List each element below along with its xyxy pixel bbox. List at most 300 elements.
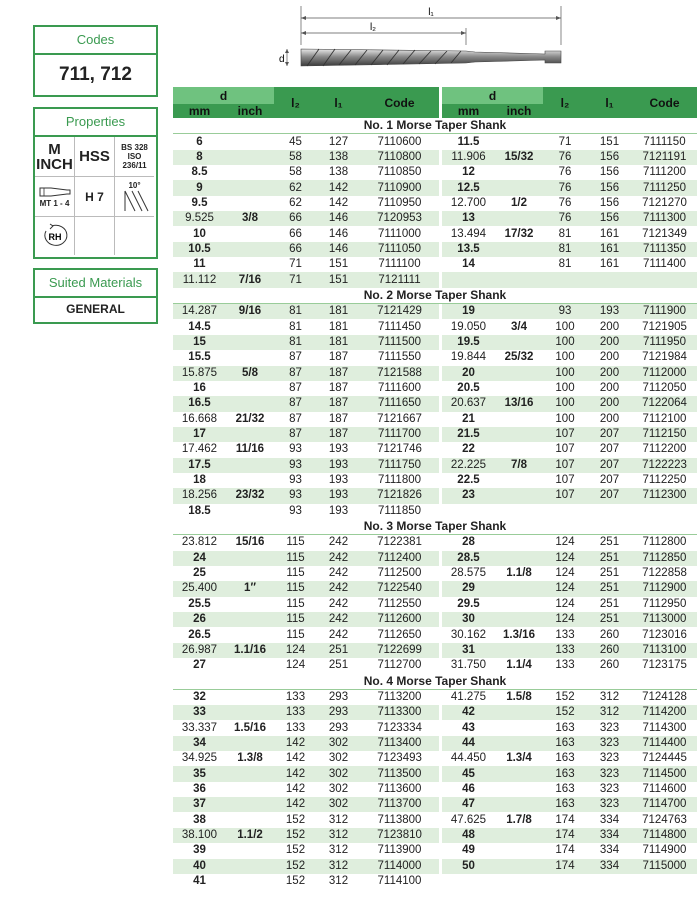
diameter-inch [495,257,543,272]
length-l2: 71 [543,134,587,150]
length-l1: 142 [317,196,360,211]
product-code: 7123493 [360,751,439,766]
diameter-inch: 1/2 [495,196,543,211]
diameter-inch: 3/8 [226,211,274,226]
length-l2: 100 [543,381,587,396]
length-l1 [587,504,632,519]
code-header: Code [360,87,439,118]
diameter-inch [226,165,274,180]
code-header: Code [632,87,697,118]
length-l1: 334 [587,843,632,858]
suited-materials-box [33,268,158,324]
diameter-inch [226,627,274,642]
length-l2: 115 [274,597,317,612]
length-l2: 142 [274,751,317,766]
product-code: 7113900 [360,843,439,858]
product-code: 7123810 [360,828,439,843]
l1-label: l₁ [428,7,434,18]
length-l2: 124 [543,566,587,581]
material-cell [75,137,115,177]
diameter-inch [495,335,543,350]
length-l1: 312 [317,874,360,889]
length-l2: 152 [274,874,317,889]
diameter-inch [495,874,543,889]
diameter-mm: 29.5 [442,597,495,612]
taper-shank-icon [39,185,71,199]
length-l1: 312 [587,705,632,720]
inch-header: inch [495,104,543,118]
length-l2: 133 [274,720,317,735]
diameter-mm: 19 [442,304,495,320]
length-l2: 100 [543,319,587,334]
length-l1: 156 [587,180,632,195]
length-l2: 58 [274,165,317,180]
length-l2: 81 [543,257,587,272]
table-row [173,643,697,658]
diameter-mm: 25 [173,566,226,581]
diameter-mm: 21.5 [442,427,495,442]
length-l1: 156 [587,196,632,211]
table-row [173,165,697,180]
length-l1: 242 [317,581,360,596]
diameter-inch [495,843,543,858]
product-code: 7113400 [360,736,439,751]
length-l2: 107 [543,458,587,473]
length-l2: 76 [543,150,587,165]
diameter-inch [495,211,543,226]
diameter-inch [226,597,274,612]
table-row [173,658,697,673]
diameter-mm [442,504,495,519]
diameter-inch: 1.3/16 [495,627,543,642]
length-l2: 163 [543,720,587,735]
length-l2: 115 [274,551,317,566]
length-l2: 87 [274,427,317,442]
length-l1: 312 [317,812,360,827]
diameter-inch [495,581,543,596]
diameter-inch [226,226,274,241]
length-l2: 163 [543,782,587,797]
helix-cell [115,177,154,217]
length-l2: 93 [543,304,587,320]
length-l1: 251 [587,581,632,596]
product-code: 7111450 [360,319,439,334]
length-l2: 142 [274,736,317,751]
diameter-mm: 9.5 [173,196,226,211]
length-l2: 81 [543,226,587,241]
diameter-mm: 9 [173,180,226,195]
length-l2: 152 [274,843,317,858]
length-l1: 187 [317,427,360,442]
length-l1: 242 [317,566,360,581]
length-l2: 81 [543,242,587,257]
diameter-mm: 8.5 [173,165,226,180]
length-l2 [543,504,587,519]
diameter-mm: 18.5 [173,504,226,519]
diameter-inch [495,304,543,320]
diameter-inch [495,797,543,812]
length-l2: 93 [274,488,317,503]
product-code: 7113800 [360,812,439,827]
length-l2: 107 [543,427,587,442]
diameter-inch [226,566,274,581]
table-row [173,535,697,551]
diameter-mm: 28.5 [442,551,495,566]
diameter-inch [495,766,543,781]
section-title: No. 4 Morse Taper Shank [173,673,697,689]
length-l2: 152 [274,859,317,874]
diameter-inch [226,658,274,673]
product-code: 7114700 [632,797,697,812]
diameter-mm: 22.5 [442,473,495,488]
length-l1: 146 [317,211,360,226]
l2-label: l₂ [369,22,377,33]
standard-cell [115,137,154,177]
length-l1: 242 [317,551,360,566]
length-l2: 115 [274,581,317,596]
product-code: 7113100 [632,643,697,658]
diameter-inch [495,272,543,287]
length-l1: 334 [587,812,632,827]
length-l1: 193 [317,442,360,457]
diameter-inch [495,705,543,720]
product-code: 7110900 [360,180,439,195]
diameter-mm: 17.462 [173,442,226,457]
length-l2: 124 [543,551,587,566]
diameter-inch [226,612,274,627]
diameter-mm: 42 [442,705,495,720]
length-l1: 156 [587,211,632,226]
diameter-mm: 23.812 [173,535,226,551]
product-code: 7122064 [632,396,697,411]
table-row [173,180,697,195]
length-l1: 200 [587,396,632,411]
length-l2: 115 [274,627,317,642]
product-code: 7113000 [632,612,697,627]
length-l2: 66 [274,242,317,257]
diameter-mm: 34 [173,736,226,751]
mm-header: mm [173,104,226,118]
diameter-mm: 16.5 [173,396,226,411]
product-code: 7114400 [632,736,697,751]
length-l2 [543,874,587,889]
diameter-mm: 28 [442,535,495,551]
length-l2: 100 [543,366,587,381]
length-l1: 156 [587,150,632,165]
diameter-inch [226,396,274,411]
product-code: 7112200 [632,442,697,457]
length-l1: 151 [587,134,632,150]
length-l1: 242 [317,535,360,551]
diameter-mm: 45 [442,766,495,781]
empty-cell [115,217,154,255]
length-l2: 45 [274,134,317,150]
diameter-inch: 7/16 [226,272,274,287]
diameter-mm: 36 [173,782,226,797]
length-l2: 87 [274,396,317,411]
length-l1: 181 [317,304,360,320]
length-l2: 100 [543,412,587,427]
length-l2: 174 [543,828,587,843]
diameter-inch [226,242,274,257]
diameter-mm: 30 [442,612,495,627]
codes-value: 711, 712 [59,64,132,85]
diameter-inch [495,381,543,396]
table-row [173,381,697,396]
length-l1: 242 [317,612,360,627]
length-l1: 242 [317,627,360,642]
tolerance-label: H 7 [85,189,104,204]
unit-metric: M [48,140,61,158]
diameter-inch [495,180,543,195]
length-l1: 251 [317,658,360,673]
diameter-mm: 22.225 [442,458,495,473]
diameter-mm: 14.287 [173,304,226,320]
length-l1: 181 [317,335,360,350]
diameter-mm: 26.987 [173,643,226,658]
diameter-inch: 21/32 [226,412,274,427]
helix-angle-icon [121,190,149,212]
table-row [173,736,697,751]
length-l1: 323 [587,720,632,735]
l2-header: l₂ [543,87,587,118]
table-row [173,257,697,272]
table-row [173,782,697,797]
product-code: 7124128 [632,689,697,705]
table-row [173,720,697,735]
length-l2: 174 [543,812,587,827]
section-title: No. 3 Morse Taper Shank [173,519,697,535]
table-row [173,319,697,334]
length-l2: 115 [274,535,317,551]
product-code: 7114500 [632,766,697,781]
length-l1: 127 [317,134,360,150]
diameter-mm: 31.750 [442,658,495,673]
length-l2: 163 [543,797,587,812]
length-l2: 62 [274,196,317,211]
table-row [173,427,697,442]
rotation-label: RH [48,232,61,242]
length-l1: 193 [317,504,360,519]
product-code: 7111800 [360,473,439,488]
length-l1: 146 [317,242,360,257]
product-code: 7112950 [632,597,697,612]
product-code: 7111250 [632,180,697,195]
length-l2: 66 [274,226,317,241]
diameter-inch [226,180,274,195]
codes-label: Codes [35,27,156,55]
diameter-inch: 3/4 [495,319,543,334]
diameter-mm: 30.162 [442,627,495,642]
diameter-mm: 43 [442,720,495,735]
diameter-mm: 47.625 [442,812,495,827]
length-l1: 251 [317,643,360,658]
section-header-row [173,118,697,134]
product-code: 7111150 [632,134,697,150]
table-row [173,366,697,381]
section-header-row [173,519,697,535]
diameter-inch: 11/16 [226,442,274,457]
product-code: 7112900 [632,581,697,596]
length-l1: 156 [587,165,632,180]
product-code: 7113600 [360,782,439,797]
length-l2: 81 [274,319,317,334]
length-l1: 302 [317,797,360,812]
length-l1: 260 [587,627,632,642]
diameter-mm: 37 [173,797,226,812]
product-code: 7121746 [360,442,439,457]
length-l2: 62 [274,180,317,195]
length-l2: 76 [543,165,587,180]
length-l2: 124 [543,581,587,596]
table-row [173,551,697,566]
diameter-mm: 34.925 [173,751,226,766]
product-code: 7111850 [360,504,439,519]
length-l1: 251 [587,551,632,566]
diameter-mm: 47 [442,797,495,812]
length-l2: 163 [543,751,587,766]
length-l2: 81 [274,335,317,350]
product-code: 7111400 [632,257,697,272]
diameter-inch [226,782,274,797]
section-header-row [173,288,697,304]
standard-iso-number: 236/11 [122,161,147,170]
section-title: No. 1 Morse Taper Shank [173,118,697,134]
diameter-mm: 12.5 [442,180,495,195]
table-row [173,797,697,812]
table-row [173,458,697,473]
product-code: 7111550 [360,350,439,365]
diameter-mm: 20 [442,366,495,381]
product-code: 7110600 [360,134,439,150]
length-l1: 187 [317,396,360,411]
product-code: 7121588 [360,366,439,381]
diameter-mm: 17 [173,427,226,442]
length-l1: 200 [587,335,632,350]
product-code [632,272,697,287]
diameter-inch: 1″ [226,581,274,596]
product-code: 7112400 [360,551,439,566]
product-code: 7110800 [360,150,439,165]
length-l1: 200 [587,366,632,381]
length-l2: 76 [543,211,587,226]
product-code: 7110850 [360,165,439,180]
diameter-inch [495,504,543,519]
table-row [173,211,697,226]
diameter-inch [226,473,274,488]
length-l1: 138 [317,165,360,180]
length-l1: 334 [587,859,632,874]
length-l1: 151 [317,257,360,272]
diameter-mm: 13.494 [442,226,495,241]
diameter-mm: 26 [173,612,226,627]
diameter-inch [495,612,543,627]
length-l2: 107 [543,473,587,488]
diameter-inch [226,319,274,334]
diameter-mm: 44 [442,736,495,751]
length-l1: 207 [587,427,632,442]
product-code: 7114000 [360,859,439,874]
diameter-mm: 16 [173,381,226,396]
reamer-drawing [275,0,595,82]
product-code: 7112000 [632,366,697,381]
table-row [173,843,697,858]
diameter-mm: 18.256 [173,488,226,503]
diameter-inch [226,812,274,827]
length-l1: 323 [587,766,632,781]
product-code: 7121191 [632,150,697,165]
product-code [632,504,697,519]
diameter-mm: 11 [173,257,226,272]
diameter-inch [495,427,543,442]
product-code: 7123334 [360,720,439,735]
diameter-mm: 24 [173,551,226,566]
product-code: 7113300 [360,705,439,720]
diameter-inch: 1.3/8 [226,751,274,766]
diameter-inch [495,473,543,488]
product-code: 7121826 [360,488,439,503]
product-code: 7124445 [632,751,697,766]
length-l1: 187 [317,366,360,381]
diameter-mm: 25.5 [173,597,226,612]
table-row [173,134,697,150]
d-label: d [279,54,285,65]
product-code [632,874,697,889]
product-code: 7112150 [632,427,697,442]
mm-header: mm [442,104,495,118]
length-l1: 251 [587,597,632,612]
diameter-inch [495,242,543,257]
diameter-inch [226,797,274,812]
diameter-inch: 15/32 [495,150,543,165]
tolerance-cell [75,177,115,217]
product-code: 7124763 [632,812,697,827]
diameter-mm: 17.5 [173,458,226,473]
diameter-mm: 41 [173,874,226,889]
diameter-inch [226,843,274,858]
length-l1: 207 [587,442,632,457]
product-code: 7122381 [360,535,439,551]
product-code: 7111350 [632,242,697,257]
product-code: 7121905 [632,319,697,334]
diameter-inch: 9/16 [226,304,274,320]
length-l1: 146 [317,226,360,241]
length-l1: 200 [587,381,632,396]
length-l2: 87 [274,412,317,427]
length-l1: 161 [587,257,632,272]
table-row [173,412,697,427]
empty-cell [75,217,115,255]
product-code: 7111000 [360,226,439,241]
length-l2: 152 [274,828,317,843]
length-l1: 334 [587,828,632,843]
standard-bs: BS 328 [121,143,148,152]
length-l1: 323 [587,736,632,751]
diameter-inch [226,874,274,889]
diameter-mm: 46 [442,782,495,797]
diameter-inch: 15/16 [226,535,274,551]
length-l2: 76 [543,180,587,195]
diameter-inch [495,720,543,735]
length-l2: 87 [274,381,317,396]
length-l1: 242 [317,597,360,612]
product-code: 7123016 [632,627,697,642]
product-code: 7113500 [360,766,439,781]
product-code: 7122223 [632,458,697,473]
diameter-mm: 38 [173,812,226,827]
diameter-inch [226,859,274,874]
unit-cell [35,137,75,177]
